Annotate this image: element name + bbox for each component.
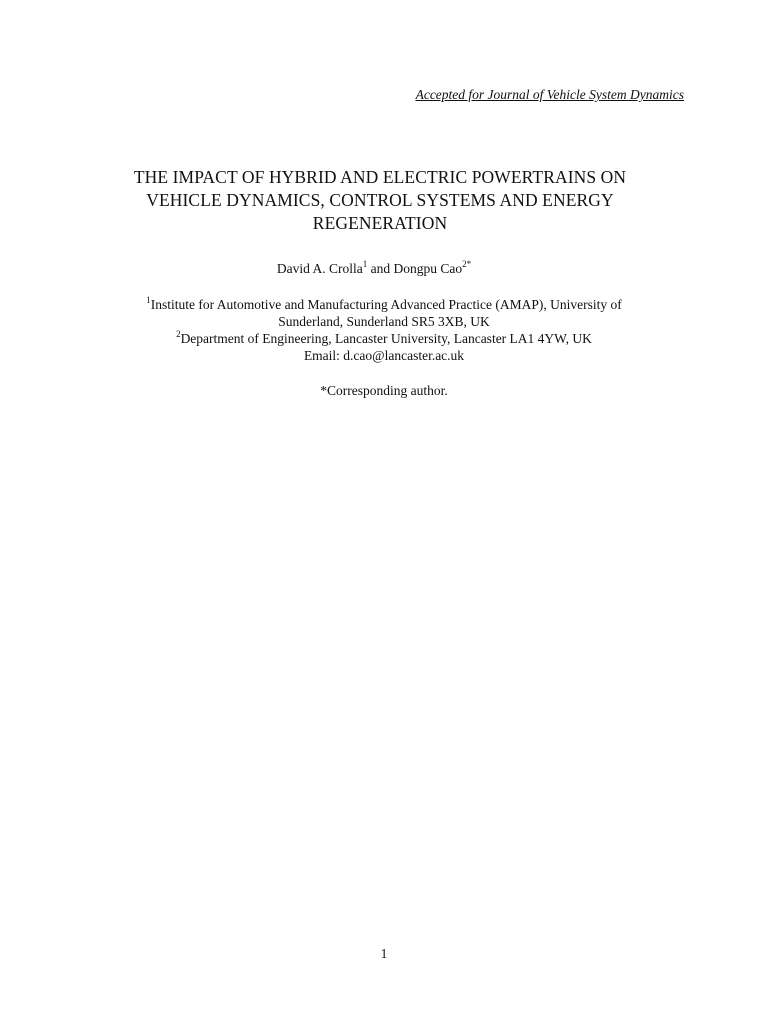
author-1-affil-marker: 1 [362,258,368,269]
page-number: 1 [380,946,388,961]
affiliation-2 [100,330,668,347]
journal-acceptance-note: Accepted for Journal of Vehicle System Dynamics [415,87,684,102]
paper-title [90,166,670,235]
author-2-affil-marker: 2* [462,258,472,269]
affiliation-1-line-2: Sunderland, Sunderland SR5 3XB, UK [278,314,490,329]
title-line-2: VEHICLE DYNAMICS, CONTROL SYSTEMS AND ENERGY [146,190,614,210]
author-1-name: David A. Crolla [276,261,363,276]
author-2-name: Dongpu Cao [393,261,463,276]
affiliation-1-text: Institute for Automotive and Manufacturing Advanced Practice (AMAP), University of [150,297,622,312]
affiliation-2-text: Department of Engineering, Lancaster University, Lancaster LA1 4YW, UK [180,331,592,346]
title-line-3: REGENERATION [312,213,448,233]
affiliation-1-line-1 [100,296,668,313]
author-list [0,258,748,277]
author-conjunction: and [367,261,394,276]
affiliation-2-marker: 2 [176,328,181,339]
corresponding-author-note: *Corresponding author. [320,383,448,398]
affiliation-1-marker: 1 [146,294,151,305]
contact-email: Email: d.cao@lancaster.ac.uk [303,348,465,363]
affiliations [100,296,668,364]
title-line-1: THE IMPACT OF HYBRID AND ELECTRIC POWERTRAINS ON [133,167,627,187]
